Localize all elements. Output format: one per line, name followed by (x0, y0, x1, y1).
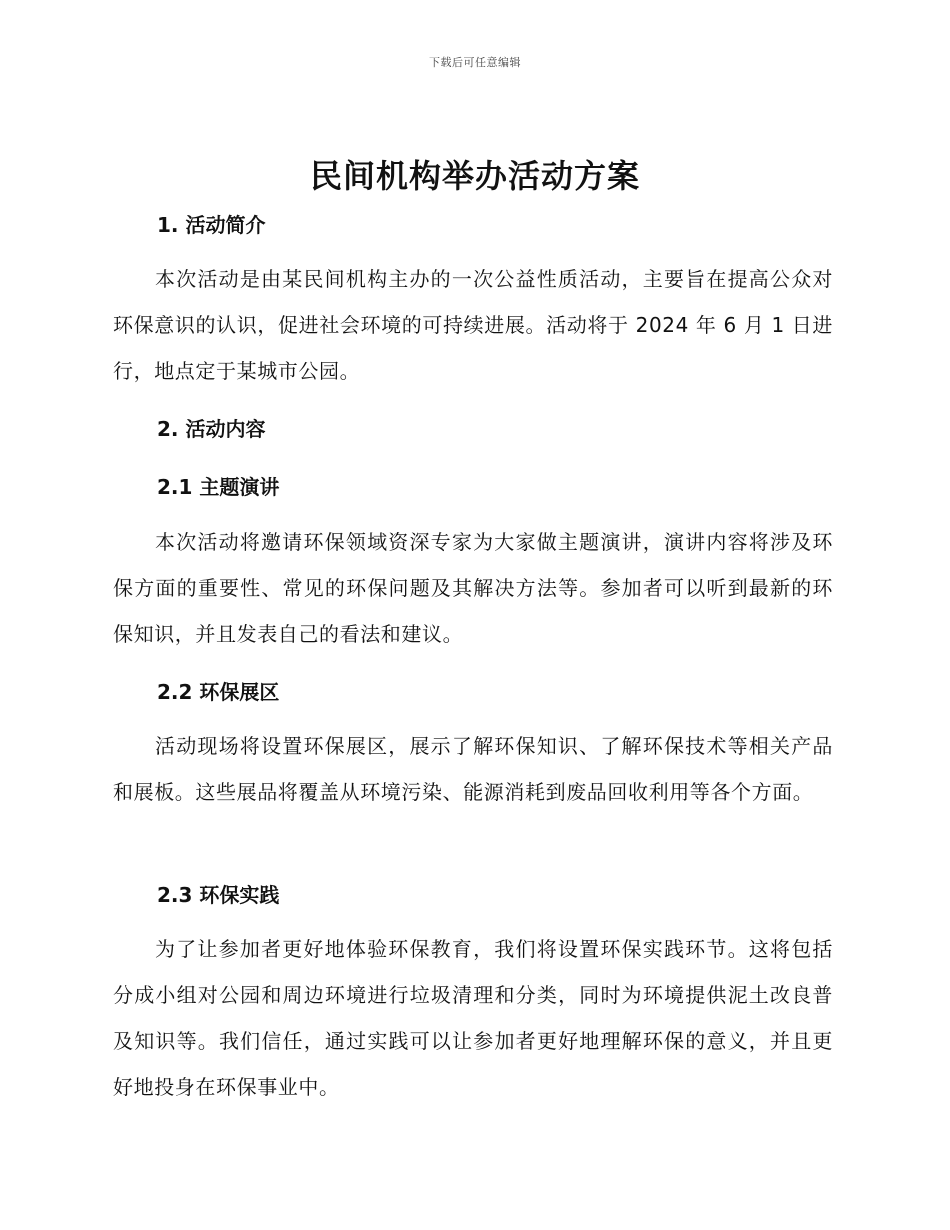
section-heading-exhibition: 2.2 环保展区 (157, 680, 280, 704)
section-heading-content: 2. 活动内容 (157, 417, 266, 441)
paragraph-exhibition: 活动现场将设置环保展区，展示了解环保知识、了解环保技术等相关产品和展板。这些展品将覆盖从环境污染、能源消耗到废品回收利用等各个方面。 (113, 734, 833, 804)
document-title: 民间机构举办活动方案 (309, 157, 640, 195)
paragraph-intro: 本次活动是由某民间机构主办的一次公益性质活动，主要旨在提高公众对环保意识的认识，促进社会环境的可持续进展。活动将于 2024 年 6 月 1 日进行，地点定于某城市公园。 (113, 267, 833, 383)
page-header-note: 下载后可任意编辑 (429, 56, 521, 69)
section-heading-practice: 2.3 环保实践 (157, 883, 280, 907)
paragraph-keynote: 本次活动将邀请环保领域资深专家为大家做主题演讲，演讲内容将涉及环保方面的重要性、常见的环保问题及其解决方法等。参加者可以听到最新的环保知识，并且发表自己的看法和建议。 (113, 530, 833, 646)
paragraph-practice: 为了让参加者更好地体验环保教育，我们将设置环保实践环节。这将包括分成小组对公园和周边环境进行垃圾清理和分类，同时为环境提供泥土改良普及知识等。我们信任，通过实践可以让参加者更好地理解环保的意义，并且更好地投身在环保事业中。 (113, 937, 833, 1099)
section-heading-intro: 1. 活动简介 (157, 213, 266, 237)
section-heading-keynote: 2.1 主题演讲 (157, 475, 280, 499)
